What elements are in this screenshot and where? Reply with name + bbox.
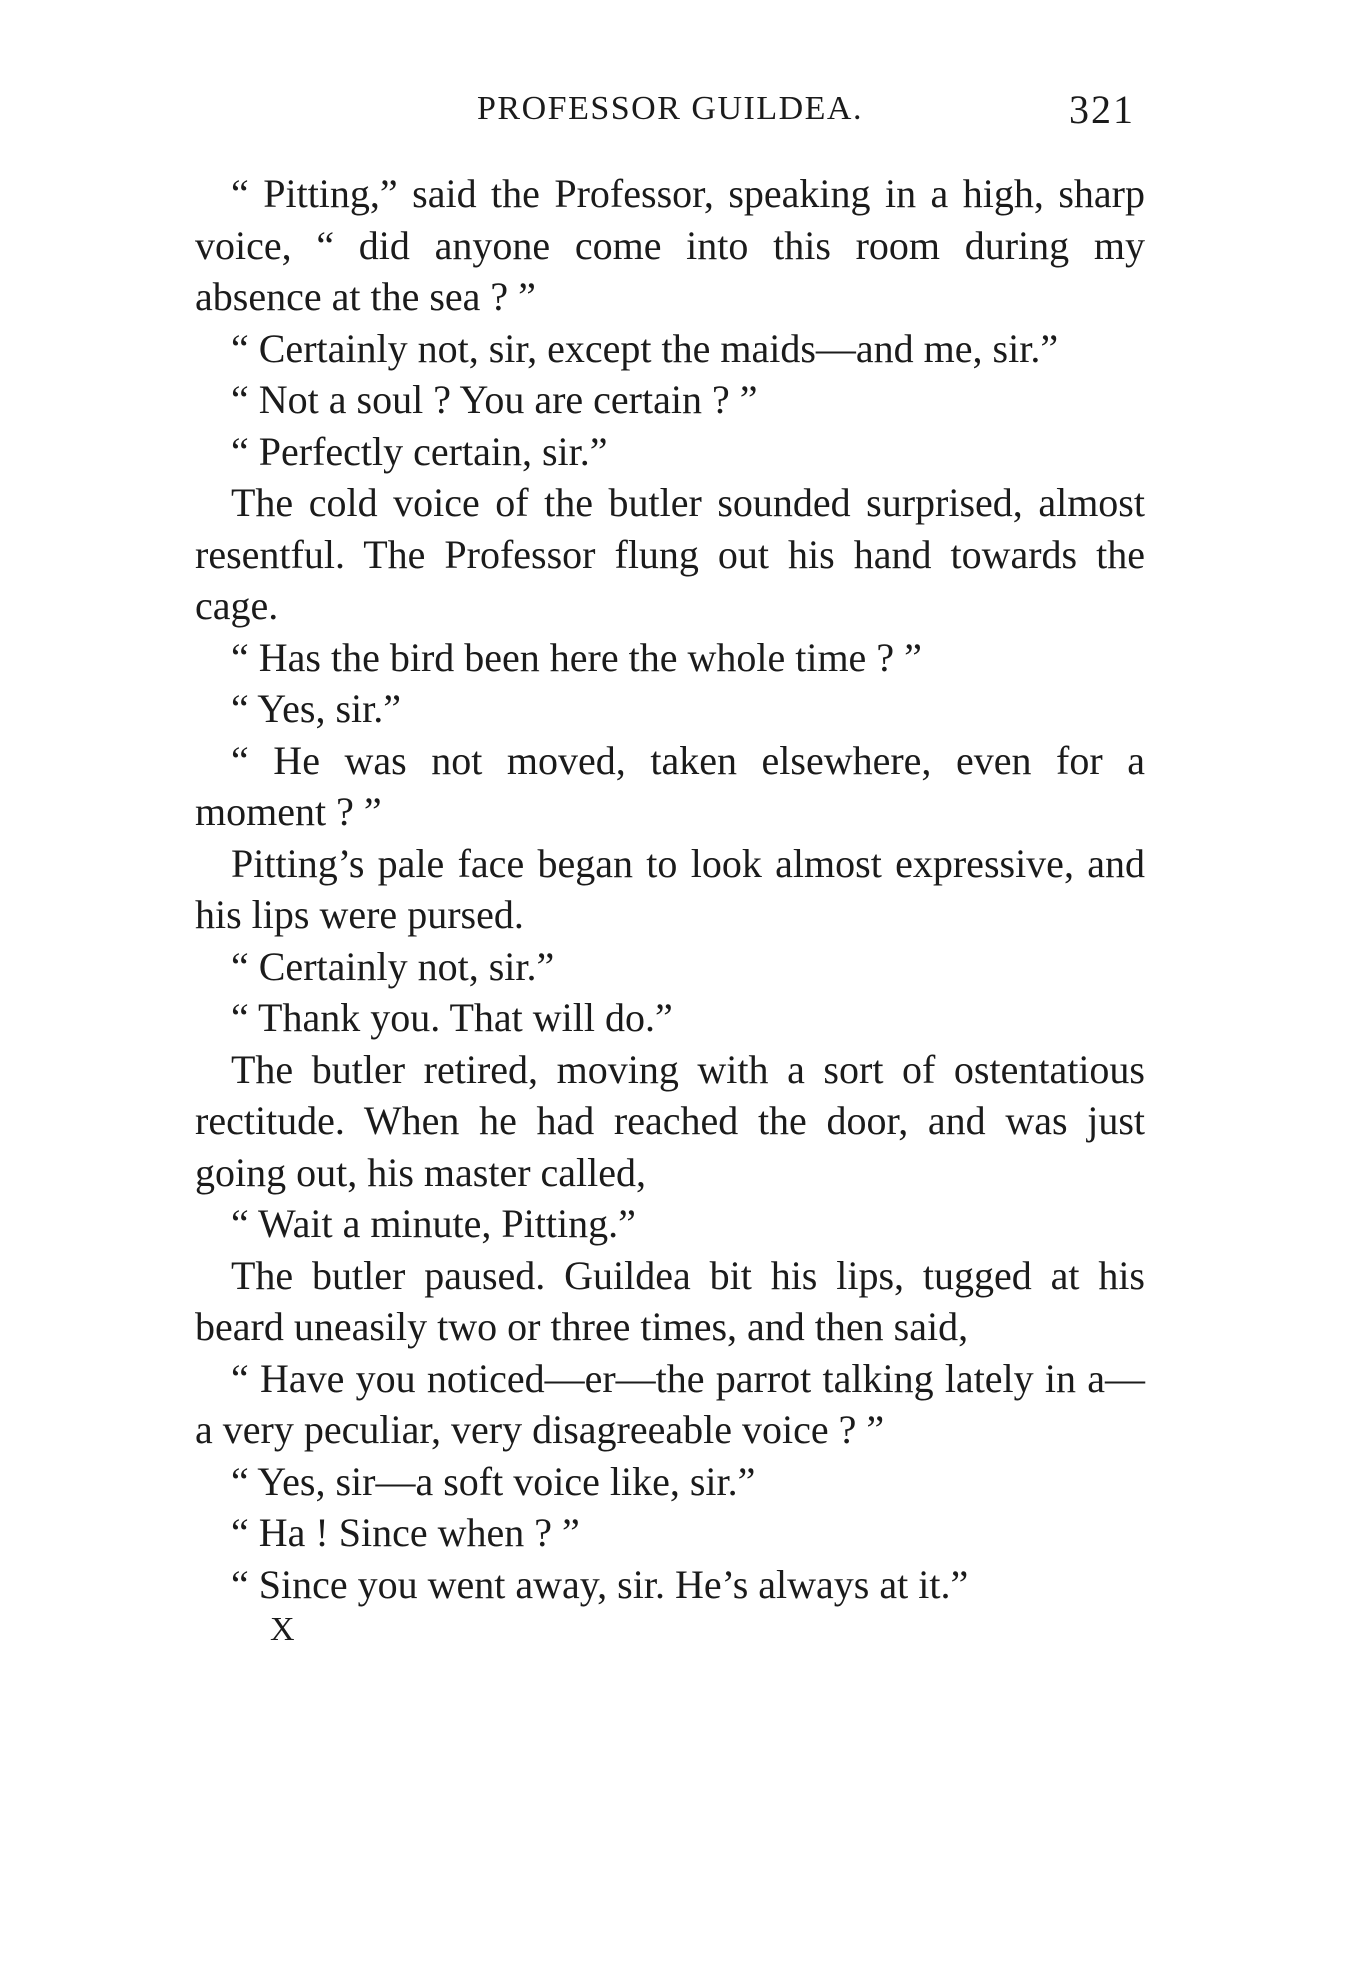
paragraph: “ Pitting,” said the Professor, speaking in a high, sharp voice, “ did anyone come into this room during my absence at the sea ? ” (195, 171, 1145, 319)
paragraph: Pitting’s pale face began to look almost expressive, and his lips were pursed. (195, 840, 1145, 937)
book-page (195, 87, 1145, 1650)
paragraph: “ Has the bird been here the whole time ? ” (231, 634, 922, 680)
paragraph: “ Thank you. That will do.” (231, 995, 673, 1040)
paragraph: “ Wait a minute, Pitting.” (231, 1201, 636, 1246)
paragraph: “ Ha ! Since when ? ” (231, 1510, 580, 1555)
paragraph: “ Certainly not, sir, except the maids—and me, sir.” (231, 325, 1059, 371)
running-head (195, 87, 1145, 150)
body-text (195, 168, 1145, 1610)
paragraph: “ Have you noticed—er—the parrot talking lately in a—a very peculiar, very disagreeable voice ? ” (195, 1355, 1145, 1452)
paragraph: “ Yes, sir—a soft voice like, sir.” (231, 1458, 756, 1504)
paragraph: “ Certainly not, sir.” (231, 943, 555, 989)
paragraph: “ Not a soul ? You are certain ? ” (231, 377, 758, 422)
page-number: 321 (1069, 87, 1135, 132)
paragraph: The cold voice of the butler sounded surprised, almost resentful. The Professor flung out his hand towards the cage. (195, 480, 1145, 628)
paragraph: “ Perfectly certain, sir.” (231, 428, 608, 474)
paragraph: The butler paused. Guildea bit his lips, tugged at his beard uneasily two or three times, and then said, (195, 1252, 1145, 1349)
paragraph: “ Yes, sir.” (231, 686, 402, 731)
paragraph: “ He was not moved, taken elsewhere, even for a moment ? ” (195, 737, 1145, 834)
signature-mark: X (270, 1611, 295, 1648)
paragraph: The butler retired, moving with a sort of ostentatious rectitude. When he had reached the door, and was just going out, his master called, (195, 1046, 1145, 1195)
paragraph: “ Since you went away, sir. He’s always at it.” (231, 1561, 969, 1607)
running-title: PROFESSOR GUILDEA. (477, 90, 863, 127)
